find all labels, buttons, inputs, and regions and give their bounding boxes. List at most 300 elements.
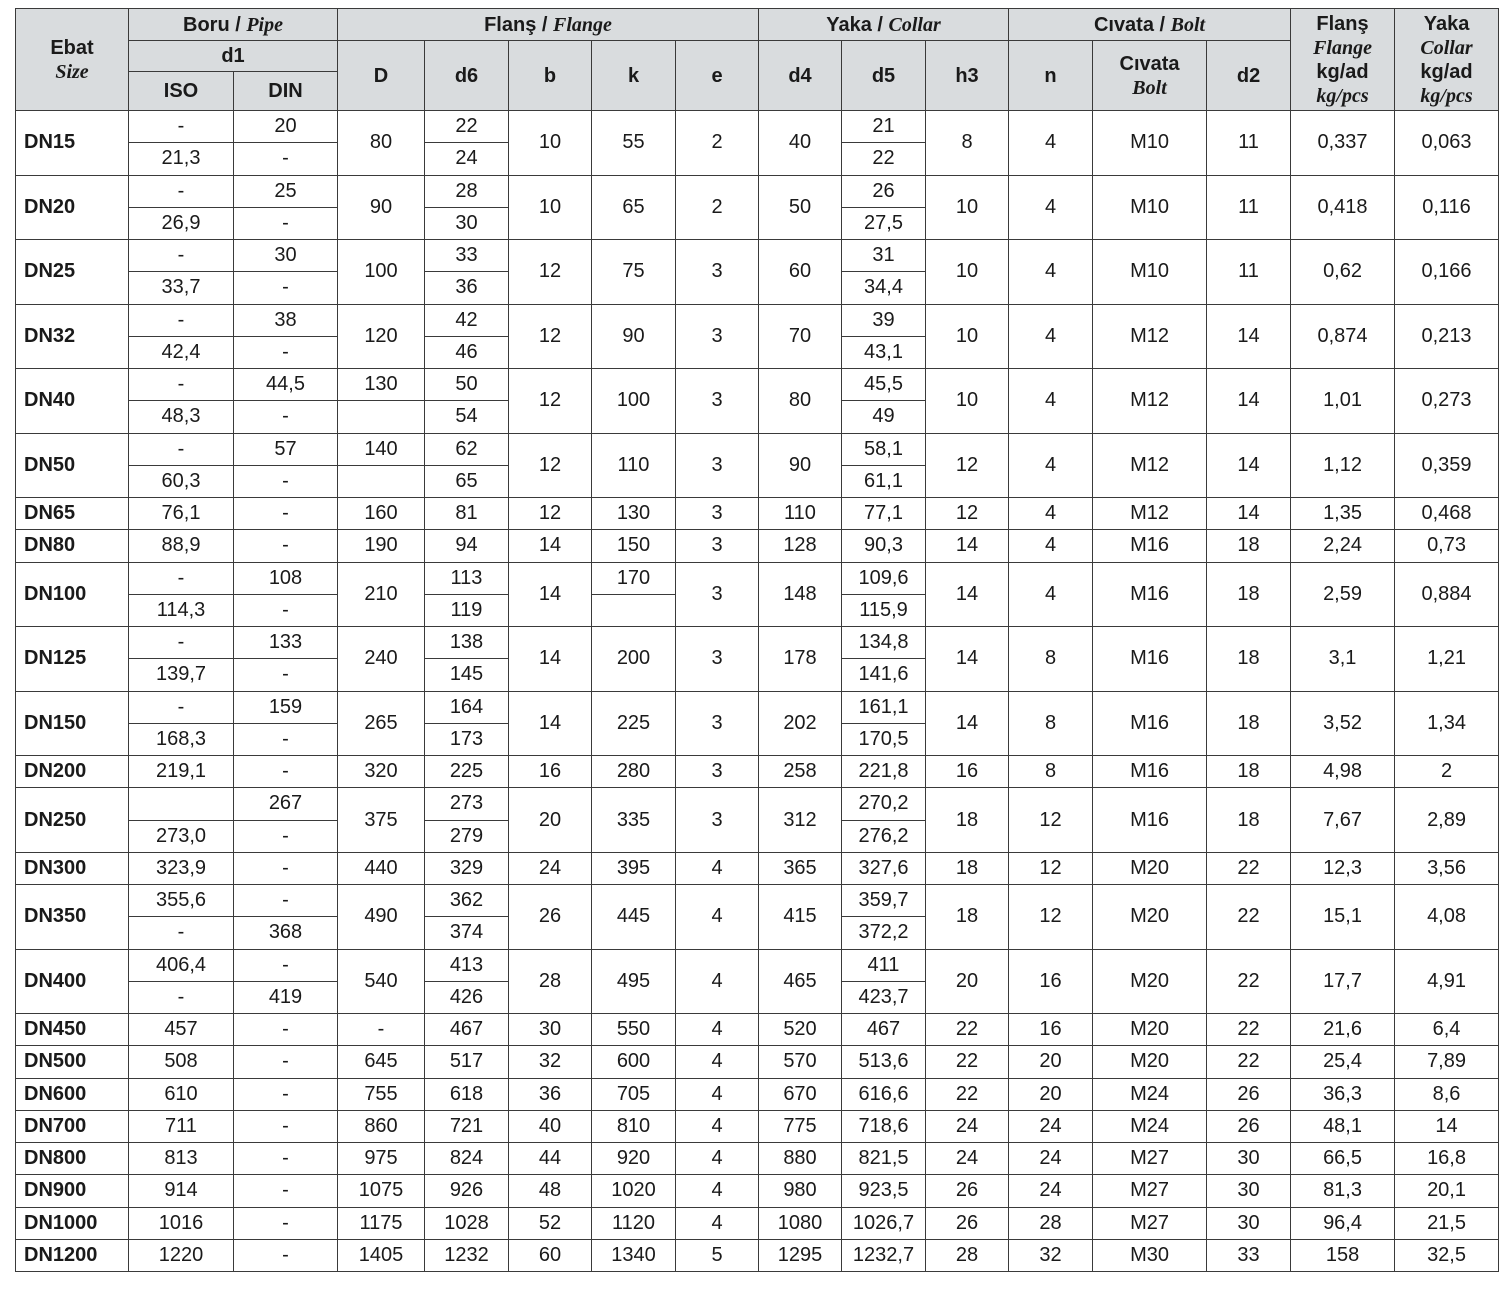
din-cell: - xyxy=(234,723,338,755)
d5-cell: 58,1 xyxy=(842,433,926,465)
d2-cell: 33 xyxy=(1207,1239,1291,1271)
d5-cell: 359,7 xyxy=(842,885,926,917)
iso-cell xyxy=(129,788,234,820)
size-cell: DN125 xyxy=(16,627,129,692)
e-cell: 3 xyxy=(676,304,759,369)
size-cell: DN15 xyxy=(16,111,129,176)
collar-weight-cell: 0,73 xyxy=(1395,530,1499,562)
din-cell: - xyxy=(234,1239,338,1271)
collar-weight-cell: 0,884 xyxy=(1395,562,1499,627)
collar-weight-cell: 0,359 xyxy=(1395,433,1499,498)
collar-weight-cell: 4,91 xyxy=(1395,949,1499,1014)
collar-header: Yaka / Collar xyxy=(759,9,1009,41)
flange-weight-cell: 1,35 xyxy=(1291,498,1395,530)
d6-cell: 279 xyxy=(425,820,509,852)
size-cell: DN800 xyxy=(16,1143,129,1175)
e-cell: 3 xyxy=(676,691,759,756)
D-cell: 140 xyxy=(338,433,425,465)
size-cell: DN900 xyxy=(16,1175,129,1207)
d5-cell: 718,6 xyxy=(842,1110,926,1142)
din-cell: - xyxy=(234,1078,338,1110)
collar-weight-cell: 0,213 xyxy=(1395,304,1499,369)
d2-cell: 30 xyxy=(1207,1143,1291,1175)
size-cell: DN1200 xyxy=(16,1239,129,1271)
D-cell: 210 xyxy=(338,562,425,627)
flange-weight-cell: 0,418 xyxy=(1291,175,1395,240)
collar-weight-cell: 0,468 xyxy=(1395,498,1499,530)
iso-cell: 813 xyxy=(129,1143,234,1175)
table-row xyxy=(16,562,1499,594)
d5-cell: 109,6 xyxy=(842,562,926,594)
iso-cell: 273,0 xyxy=(129,820,234,852)
din-cell: - xyxy=(234,207,338,239)
n-cell: 4 xyxy=(1009,304,1093,369)
bolt-cell: M12 xyxy=(1093,304,1207,369)
table-row xyxy=(16,1143,1499,1175)
collar-weight-cell: 16,8 xyxy=(1395,1143,1499,1175)
b-cell: 60 xyxy=(509,1239,592,1271)
D-cell: 80 xyxy=(338,111,425,176)
h3-cell: 24 xyxy=(926,1143,1009,1175)
din-cell: - xyxy=(234,820,338,852)
flange-weight-cell: 7,67 xyxy=(1291,788,1395,853)
b-cell: 14 xyxy=(509,562,592,627)
bolt-cell: M30 xyxy=(1093,1239,1207,1271)
d6-header: d6 xyxy=(425,41,509,111)
d4-cell: 128 xyxy=(759,530,842,562)
h3-cell: 10 xyxy=(926,240,1009,305)
flange-weight-header: Flanş Flange kg/ad kg/pcs xyxy=(1291,9,1395,111)
d6-cell: 28 xyxy=(425,175,509,207)
n-cell: 4 xyxy=(1009,530,1093,562)
d6-cell: 273 xyxy=(425,788,509,820)
D-cell: 975 xyxy=(338,1143,425,1175)
size-header: Ebat Size xyxy=(16,9,129,111)
iso-cell: - xyxy=(129,917,234,949)
d4-cell: 980 xyxy=(759,1175,842,1207)
iso-cell: 508 xyxy=(129,1046,234,1078)
table-row xyxy=(16,1175,1499,1207)
d6-cell: 42 xyxy=(425,304,509,336)
n-cell: 4 xyxy=(1009,111,1093,176)
flange-weight-cell: 3,1 xyxy=(1291,627,1395,692)
din-cell: 159 xyxy=(234,691,338,723)
d2-cell: 14 xyxy=(1207,433,1291,498)
D-cell: 265 xyxy=(338,691,425,756)
bolt-cell: M27 xyxy=(1093,1207,1207,1239)
size-cell: DN150 xyxy=(16,691,129,756)
d5-cell: 115,9 xyxy=(842,594,926,626)
e-cell: 4 xyxy=(676,1078,759,1110)
h3-cell: 24 xyxy=(926,1110,1009,1142)
h3-cell: 14 xyxy=(926,627,1009,692)
b-cell: 14 xyxy=(509,627,592,692)
table-row xyxy=(16,175,1499,207)
e-cell: 4 xyxy=(676,1143,759,1175)
collar-weight-cell: 21,5 xyxy=(1395,1207,1499,1239)
h3-cell: 10 xyxy=(926,304,1009,369)
din-cell: - xyxy=(234,1046,338,1078)
e-cell: 2 xyxy=(676,175,759,240)
d5-cell: 170,5 xyxy=(842,723,926,755)
n-cell: 12 xyxy=(1009,885,1093,950)
d4-cell: 312 xyxy=(759,788,842,853)
d6-cell: 618 xyxy=(425,1078,509,1110)
h3-cell: 14 xyxy=(926,562,1009,627)
d1-header: d1 xyxy=(129,41,338,72)
table-row xyxy=(16,1046,1499,1078)
din-cell: 419 xyxy=(234,981,338,1013)
b-cell: 24 xyxy=(509,852,592,884)
size-cell: DN500 xyxy=(16,1046,129,1078)
collar-weight-cell: 0,116 xyxy=(1395,175,1499,240)
iso-cell: 114,3 xyxy=(129,594,234,626)
h3-cell: 26 xyxy=(926,1207,1009,1239)
bolt-cell: M20 xyxy=(1093,885,1207,950)
n-cell: 24 xyxy=(1009,1143,1093,1175)
iso-cell: 914 xyxy=(129,1175,234,1207)
collar-weight-cell: 14 xyxy=(1395,1110,1499,1142)
flange-weight-cell: 21,6 xyxy=(1291,1014,1395,1046)
d4-cell: 178 xyxy=(759,627,842,692)
bolt-cell: M16 xyxy=(1093,562,1207,627)
iso-cell: 355,6 xyxy=(129,885,234,917)
table-row xyxy=(16,627,1499,659)
h3-cell: 28 xyxy=(926,1239,1009,1271)
din-cell: 25 xyxy=(234,175,338,207)
din-cell: 108 xyxy=(234,562,338,594)
size-cell: DN700 xyxy=(16,1110,129,1142)
d5-cell: 616,6 xyxy=(842,1078,926,1110)
iso-cell: 711 xyxy=(129,1110,234,1142)
k-cell: 90 xyxy=(592,304,676,369)
n-cell: 4 xyxy=(1009,240,1093,305)
h3-cell: 10 xyxy=(926,369,1009,434)
k-cell: 110 xyxy=(592,433,676,498)
d5-cell: 26 xyxy=(842,175,926,207)
collar-weight-header: Yaka Collar kg/ad kg/pcs xyxy=(1395,9,1499,111)
bolt-cell: M12 xyxy=(1093,369,1207,434)
din-header: DIN xyxy=(234,72,338,111)
iso-cell: 168,3 xyxy=(129,723,234,755)
h3-cell: 8 xyxy=(926,111,1009,176)
n-header: n xyxy=(1009,41,1093,111)
d6-cell: 46 xyxy=(425,336,509,368)
d4-cell: 520 xyxy=(759,1014,842,1046)
h3-cell: 26 xyxy=(926,1175,1009,1207)
D-cell: 1075 xyxy=(338,1175,425,1207)
d2-cell: 18 xyxy=(1207,756,1291,788)
D-cell: 540 xyxy=(338,949,425,1014)
e-cell: 4 xyxy=(676,1175,759,1207)
table-row xyxy=(16,691,1499,723)
collar-weight-cell: 32,5 xyxy=(1395,1239,1499,1271)
e-cell: 3 xyxy=(676,530,759,562)
din-cell: - xyxy=(234,756,338,788)
d2-cell: 18 xyxy=(1207,691,1291,756)
h3-cell: 12 xyxy=(926,498,1009,530)
table-row xyxy=(16,304,1499,336)
iso-cell: - xyxy=(129,240,234,272)
size-cell: DN50 xyxy=(16,433,129,498)
n-cell: 8 xyxy=(1009,691,1093,756)
n-cell: 4 xyxy=(1009,562,1093,627)
e-cell: 4 xyxy=(676,1046,759,1078)
b-cell: 10 xyxy=(509,111,592,176)
e-cell: 2 xyxy=(676,111,759,176)
iso-cell: - xyxy=(129,981,234,1013)
d5-cell: 221,8 xyxy=(842,756,926,788)
k-cell: 225 xyxy=(592,691,676,756)
k-cell: 705 xyxy=(592,1078,676,1110)
d2-cell: 22 xyxy=(1207,1014,1291,1046)
flange-weight-cell: 48,1 xyxy=(1291,1110,1395,1142)
h3-cell: 14 xyxy=(926,691,1009,756)
d5-header: d5 xyxy=(842,41,926,111)
iso-cell: 406,4 xyxy=(129,949,234,981)
d4-cell: 465 xyxy=(759,949,842,1014)
flange-weight-cell: 81,3 xyxy=(1291,1175,1395,1207)
D-cell: - xyxy=(338,1014,425,1046)
d2-cell: 22 xyxy=(1207,949,1291,1014)
collar-weight-cell: 3,56 xyxy=(1395,852,1499,884)
k-cell: 495 xyxy=(592,949,676,1014)
b-cell: 12 xyxy=(509,498,592,530)
e-cell: 3 xyxy=(676,433,759,498)
bolt-cell: M10 xyxy=(1093,111,1207,176)
d6-cell: 1232 xyxy=(425,1239,509,1271)
k-cell: 55 xyxy=(592,111,676,176)
din-cell: - xyxy=(234,498,338,530)
d6-cell: 374 xyxy=(425,917,509,949)
size-cell: DN250 xyxy=(16,788,129,853)
d4-cell: 40 xyxy=(759,111,842,176)
bolt-cell: M24 xyxy=(1093,1110,1207,1142)
d5-cell: 270,2 xyxy=(842,788,926,820)
k-header: k xyxy=(592,41,676,111)
d5-cell: 141,6 xyxy=(842,659,926,691)
table-row xyxy=(16,1014,1499,1046)
d5-cell: 34,4 xyxy=(842,272,926,304)
D-cell: 240 xyxy=(338,627,425,692)
k-cell: 920 xyxy=(592,1143,676,1175)
b-cell: 12 xyxy=(509,304,592,369)
b-cell: 26 xyxy=(509,885,592,950)
d4-cell: 775 xyxy=(759,1110,842,1142)
d5-cell: 821,5 xyxy=(842,1143,926,1175)
din-cell: 57 xyxy=(234,433,338,465)
D-cell: 160 xyxy=(338,498,425,530)
d5-cell: 161,1 xyxy=(842,691,926,723)
collar-weight-cell: 20,1 xyxy=(1395,1175,1499,1207)
size-cell: DN100 xyxy=(16,562,129,627)
k-cell: 170 xyxy=(592,562,676,594)
D-cell: 375 xyxy=(338,788,425,853)
k-cell: 445 xyxy=(592,885,676,950)
din-cell: 133 xyxy=(234,627,338,659)
iso-cell: 219,1 xyxy=(129,756,234,788)
iso-header: ISO xyxy=(129,72,234,111)
b-cell: 48 xyxy=(509,1175,592,1207)
b-cell: 12 xyxy=(509,433,592,498)
flange-weight-cell: 2,59 xyxy=(1291,562,1395,627)
collar-weight-cell: 2,89 xyxy=(1395,788,1499,853)
iso-cell: 1016 xyxy=(129,1207,234,1239)
h3-cell: 10 xyxy=(926,175,1009,240)
h3-cell: 22 xyxy=(926,1014,1009,1046)
d6-cell: 36 xyxy=(425,272,509,304)
bolt-cell: M24 xyxy=(1093,1078,1207,1110)
din-cell: - xyxy=(234,1207,338,1239)
h3-cell: 12 xyxy=(926,433,1009,498)
flange-weight-cell: 25,4 xyxy=(1291,1046,1395,1078)
d5-cell: 49 xyxy=(842,401,926,433)
h3-cell: 20 xyxy=(926,949,1009,1014)
n-cell: 12 xyxy=(1009,788,1093,853)
table-row xyxy=(16,1239,1499,1271)
e-cell: 3 xyxy=(676,498,759,530)
b-cell: 14 xyxy=(509,530,592,562)
h3-cell: 22 xyxy=(926,1046,1009,1078)
flange-weight-cell: 0,62 xyxy=(1291,240,1395,305)
d5-cell: 43,1 xyxy=(842,336,926,368)
table-row xyxy=(16,433,1499,465)
bolt-cell: M12 xyxy=(1093,498,1207,530)
iso-cell: 48,3 xyxy=(129,401,234,433)
d6-cell: 426 xyxy=(425,981,509,1013)
collar-weight-cell: 1,34 xyxy=(1395,691,1499,756)
table-row xyxy=(16,1110,1499,1142)
bolt-cell: M16 xyxy=(1093,530,1207,562)
iso-cell: - xyxy=(129,111,234,143)
din-cell: 368 xyxy=(234,917,338,949)
d4-cell: 258 xyxy=(759,756,842,788)
b-cell: 20 xyxy=(509,788,592,853)
bolt-cell: M10 xyxy=(1093,240,1207,305)
n-cell: 4 xyxy=(1009,369,1093,434)
n-cell: 4 xyxy=(1009,498,1093,530)
d2-cell: 14 xyxy=(1207,498,1291,530)
b-cell: 14 xyxy=(509,691,592,756)
size-cell: DN350 xyxy=(16,885,129,950)
d2-header: d2 xyxy=(1207,41,1291,111)
D-cell: 130 xyxy=(338,369,425,401)
d2-cell: 22 xyxy=(1207,885,1291,950)
din-cell: - xyxy=(234,336,338,368)
collar-weight-cell: 7,89 xyxy=(1395,1046,1499,1078)
bolt-header: Cıvata / Bolt xyxy=(1009,9,1291,41)
iso-cell: 139,7 xyxy=(129,659,234,691)
din-cell: 20 xyxy=(234,111,338,143)
iso-cell: 323,9 xyxy=(129,852,234,884)
h3-cell: 22 xyxy=(926,1078,1009,1110)
k-cell: 150 xyxy=(592,530,676,562)
h3-cell: 16 xyxy=(926,756,1009,788)
h3-cell: 18 xyxy=(926,788,1009,853)
n-cell: 8 xyxy=(1009,627,1093,692)
n-cell: 16 xyxy=(1009,949,1093,1014)
D-cell: 1405 xyxy=(338,1239,425,1271)
D-header: D xyxy=(338,41,425,111)
b-cell: 12 xyxy=(509,369,592,434)
d5-cell: 77,1 xyxy=(842,498,926,530)
e-cell: 4 xyxy=(676,949,759,1014)
flange-weight-cell: 4,98 xyxy=(1291,756,1395,788)
table-row xyxy=(16,240,1499,272)
flange-weight-cell: 36,3 xyxy=(1291,1078,1395,1110)
din-cell: - xyxy=(234,272,338,304)
iso-cell: - xyxy=(129,691,234,723)
d5-cell: 923,5 xyxy=(842,1175,926,1207)
d6-cell: 173 xyxy=(425,723,509,755)
din-cell: 30 xyxy=(234,240,338,272)
din-cell: - xyxy=(234,949,338,981)
d4-cell: 1295 xyxy=(759,1239,842,1271)
bolt-cell: M27 xyxy=(1093,1143,1207,1175)
flange-weight-cell: 158 xyxy=(1291,1239,1395,1271)
iso-cell: 60,3 xyxy=(129,465,234,497)
d4-cell: 365 xyxy=(759,852,842,884)
collar-weight-cell: 4,08 xyxy=(1395,885,1499,950)
e-cell: 4 xyxy=(676,1207,759,1239)
din-cell: - xyxy=(234,465,338,497)
d4-cell: 90 xyxy=(759,433,842,498)
din-cell: - xyxy=(234,530,338,562)
size-cell: DN32 xyxy=(16,304,129,369)
n-cell: 24 xyxy=(1009,1175,1093,1207)
d2-cell: 11 xyxy=(1207,240,1291,305)
bolt-cell: M16 xyxy=(1093,756,1207,788)
bolt-cell: M20 xyxy=(1093,1046,1207,1078)
flange-weight-cell: 1,01 xyxy=(1291,369,1395,434)
D-cell: 90 xyxy=(338,175,425,240)
bolt-cell: M10 xyxy=(1093,175,1207,240)
h3-header: h3 xyxy=(926,41,1009,111)
b-cell: 40 xyxy=(509,1110,592,1142)
h3-cell: 14 xyxy=(926,530,1009,562)
D-cell: 645 xyxy=(338,1046,425,1078)
k-cell: 335 xyxy=(592,788,676,853)
D-cell: 490 xyxy=(338,885,425,950)
d5-cell: 90,3 xyxy=(842,530,926,562)
size-cell: DN450 xyxy=(16,1014,129,1046)
e-cell: 3 xyxy=(676,627,759,692)
d4-cell: 80 xyxy=(759,369,842,434)
e-cell: 4 xyxy=(676,885,759,950)
table-row xyxy=(16,885,1499,917)
din-cell: - xyxy=(234,1175,338,1207)
h3-cell: 18 xyxy=(926,852,1009,884)
b-cell: 12 xyxy=(509,240,592,305)
d5-cell: 61,1 xyxy=(842,465,926,497)
iso-cell: 88,9 xyxy=(129,530,234,562)
din-cell: - xyxy=(234,143,338,175)
table-row xyxy=(16,498,1499,530)
d6-cell: 467 xyxy=(425,1014,509,1046)
n-cell: 4 xyxy=(1009,175,1093,240)
n-cell: 24 xyxy=(1009,1110,1093,1142)
D-cell xyxy=(338,401,425,433)
d5-cell: 513,6 xyxy=(842,1046,926,1078)
e-cell: 5 xyxy=(676,1239,759,1271)
D-cell: 190 xyxy=(338,530,425,562)
d5-cell: 27,5 xyxy=(842,207,926,239)
bolt-cell: M16 xyxy=(1093,788,1207,853)
b-header: b xyxy=(509,41,592,111)
iso-cell: 33,7 xyxy=(129,272,234,304)
din-cell: - xyxy=(234,659,338,691)
n-cell: 12 xyxy=(1009,852,1093,884)
